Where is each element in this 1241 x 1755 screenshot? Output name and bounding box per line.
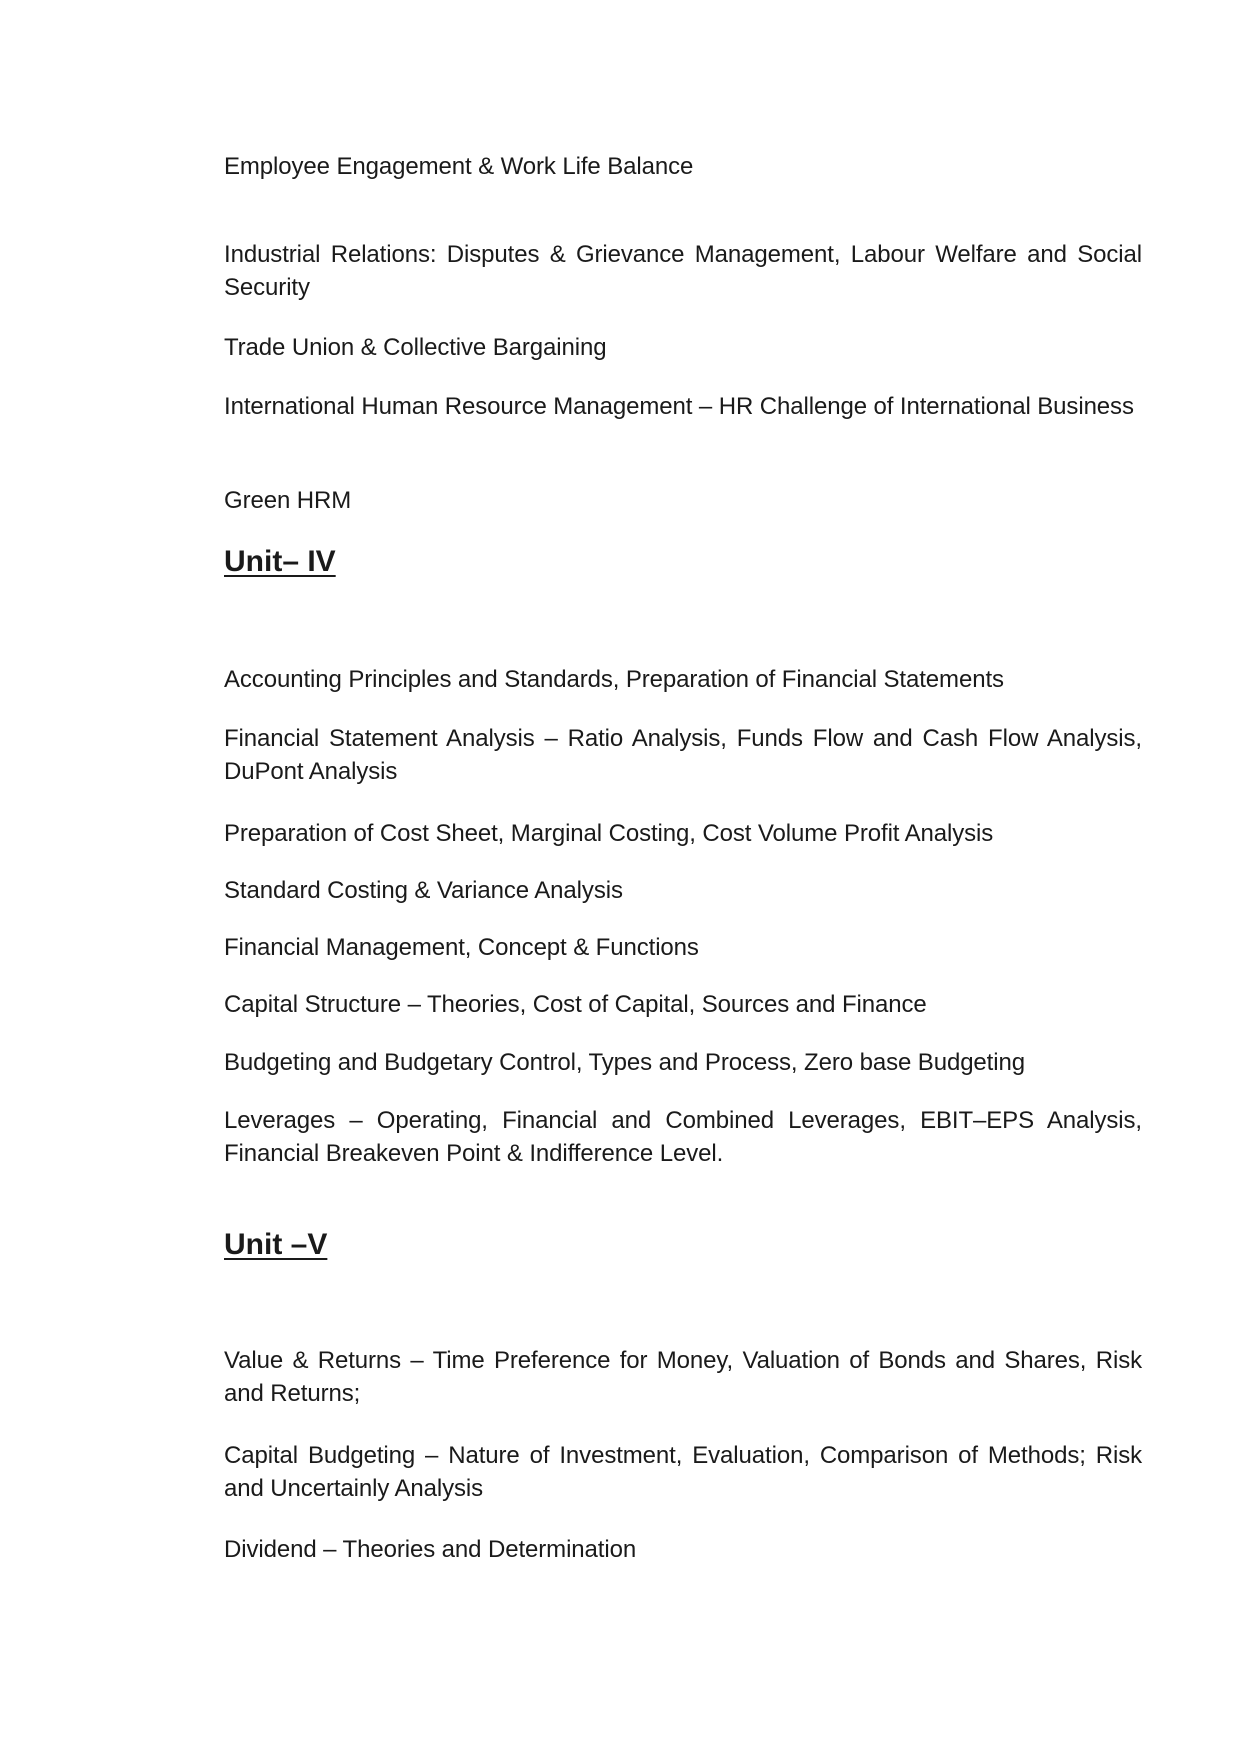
- unit-heading: Unit– IV: [224, 545, 336, 578]
- syllabus-item: Standard Costing & Variance Analysis: [224, 877, 623, 904]
- syllabus-item: International Human Resource Management – HR Challenge of International Business: [224, 393, 1134, 420]
- syllabus-item: Leverages – Operating, Financial and Combined Leverages, EBIT–EPS Analysis, Financial Breakeven Point & Indifference Level.: [224, 1107, 1142, 1167]
- syllabus-item: Industrial Relations: Disputes & Grievance Management, Labour Welfare and Social Security: [224, 241, 1142, 301]
- unit-heading: Unit –V: [224, 1228, 328, 1261]
- syllabus-item: Employee Engagement & Work Life Balance: [224, 153, 694, 180]
- syllabus-item: Capital Structure – Theories, Cost of Capital, Sources and Finance: [224, 991, 927, 1018]
- syllabus-item: Financial Management, Concept & Functions: [224, 934, 699, 961]
- syllabus-item: Dividend – Theories and Determination: [224, 1536, 637, 1563]
- syllabus-item: Value & Returns – Time Preference for Money, Valuation of Bonds and Shares, Risk and Returns;: [224, 1347, 1142, 1407]
- syllabus-item: Trade Union & Collective Bargaining: [224, 334, 607, 361]
- syllabus-item: Preparation of Cost Sheet, Marginal Costing, Cost Volume Profit Analysis: [224, 820, 994, 847]
- syllabus-item: Capital Budgeting – Nature of Investment, Evaluation, Comparison of Methods; Risk and Uncertainly Analysis: [224, 1442, 1142, 1502]
- syllabus-item: Financial Statement Analysis – Ratio Analysis, Funds Flow and Cash Flow Analysis, DuPont Analysis: [224, 725, 1142, 785]
- syllabus-item: Green HRM: [224, 487, 352, 514]
- syllabus-item: Budgeting and Budgetary Control, Types and Process, Zero base Budgeting: [224, 1049, 1025, 1076]
- syllabus-item: Accounting Principles and Standards, Preparation of Financial Statements: [224, 666, 1004, 693]
